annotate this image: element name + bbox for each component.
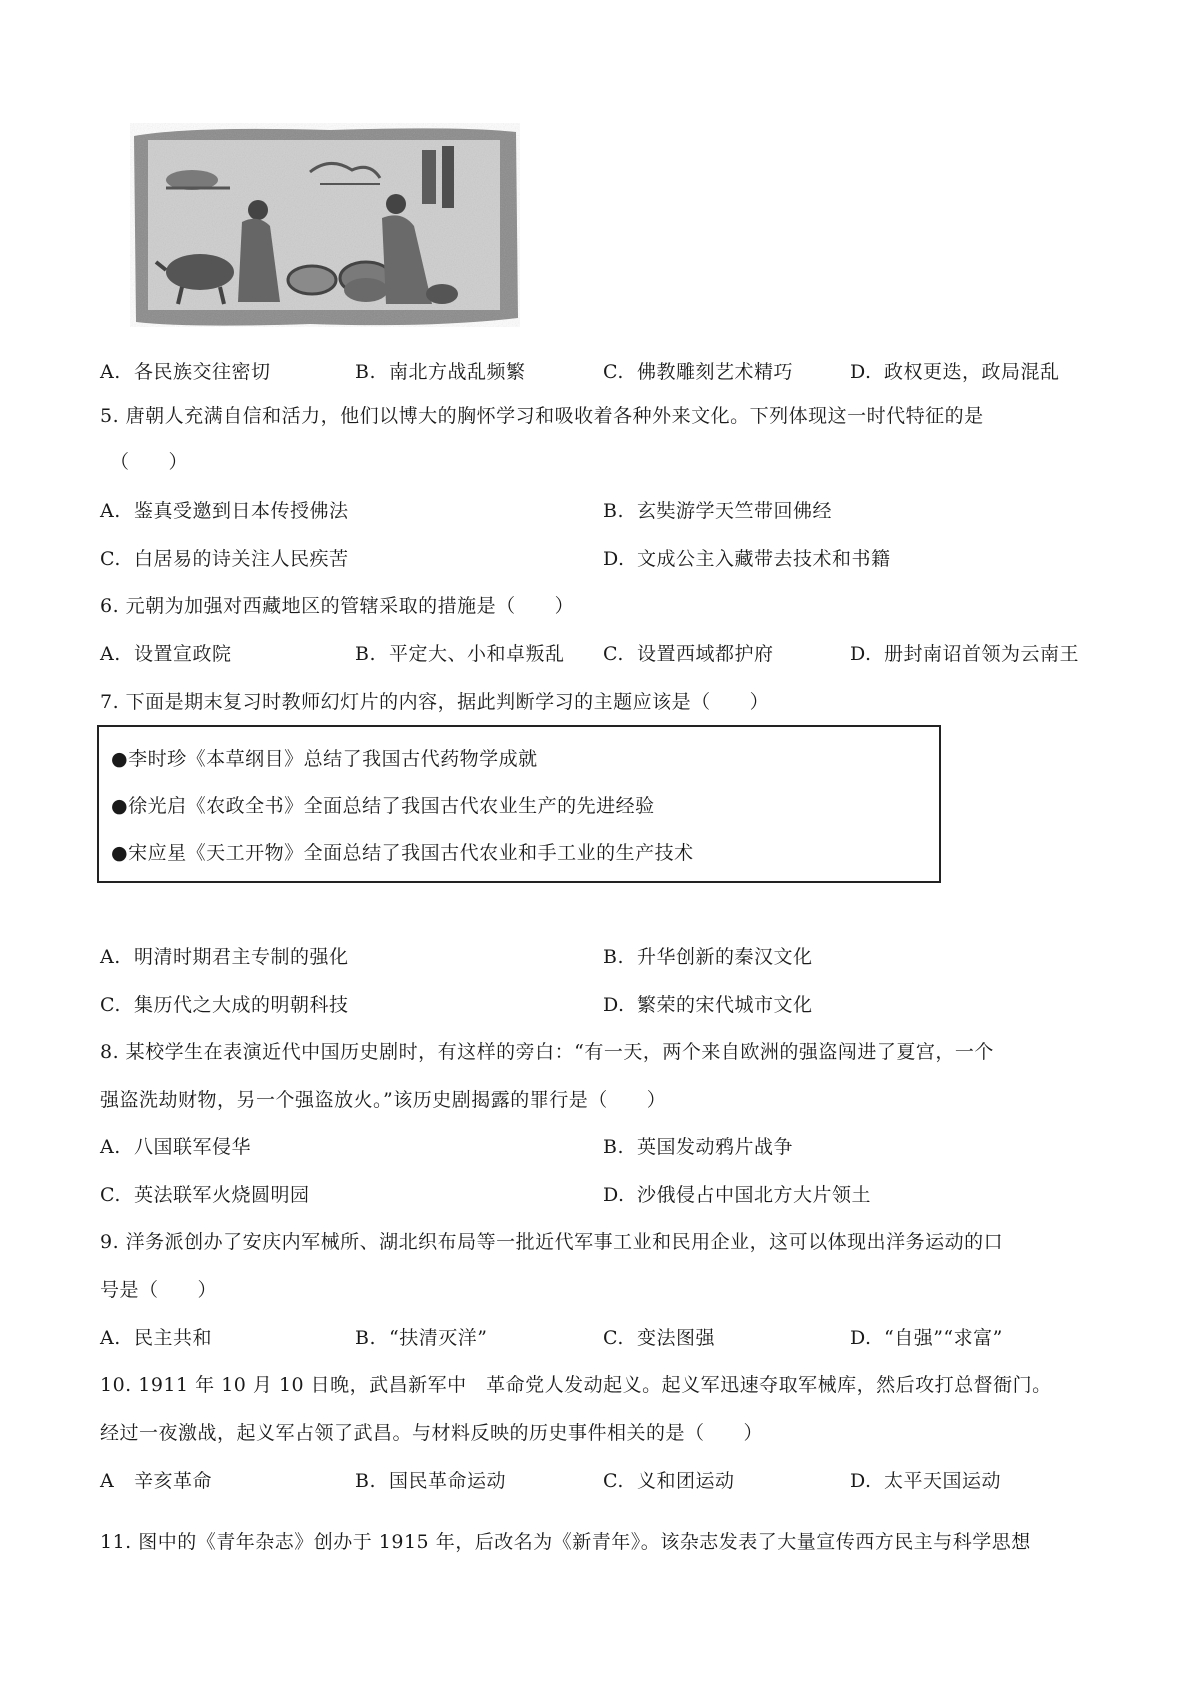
q10-stem-cont: 经过一夜激战，起义军占领了武昌。与材料反映的历史事件相关的是（ ） [100,1422,764,1444]
slide-bullet: ●李时珍《本草纲目》总结了我国古代药物学成就 [111,748,538,770]
q9-stem-cont: 号是（ ） [100,1279,218,1301]
q6-stem: 6. 元朝为加强对西藏地区的管辖采取的措施是（ ） [100,595,575,617]
slide-bullet: ●宋应星《天工开物》全面总结了我国古代农业和手工业的生产技术 [111,842,694,864]
q10-option-c: C. 义和团运动 [603,1470,735,1492]
q9-option-d: D. “自强”“求富” [850,1327,1003,1349]
q4-option-c: C. 佛教雕刻艺术精巧 [603,361,794,383]
q8-option-a: A. 八国联军侵华 [100,1136,252,1158]
q10-option-d: D. 太平天国运动 [850,1470,1002,1492]
q5-option-d: D. 文成公主入藏带去技术和书籍 [603,548,891,570]
q6-option-c: C. 设置西域都护府 [603,643,774,665]
q5-option-a: A. 鉴真受邀到日本传授佛法 [100,500,349,522]
q9-stem: 9. 洋务派创办了安庆内军械所、湖北织布局等一批近代军事工业和民用企业，这可以体现出洋务运动的口 [100,1231,1004,1253]
q4-option-a: A. 各民族交往密切 [100,361,271,383]
q5-option-c: C. 白居易的诗关注人民疾苦 [100,548,349,570]
q6-option-b: B. 平定大、小和卓叛乱 [355,643,565,665]
q7-option-b: B. 升华创新的秦汉文化 [603,946,813,968]
q11-stem: 11. 图中的《青年杂志》创办于 1915 年，后改名为《新青年》。该杂志发表了大量宣传西方民主与科学思想 [100,1531,1031,1553]
q8-stem-cont: 强盗洗劫财物，另一个强盗放火。”该历史剧揭露的罪行是（ ） [100,1089,667,1111]
q6-option-d: D. 册封南诏首领为云南王 [850,643,1080,665]
q4-option-b: B. 南北方战乱频繁 [355,361,526,383]
q8-option-d: D. 沙俄侵占中国北方大片领土 [603,1184,872,1206]
q7-option-c: C. 集历代之大成的明朝科技 [100,994,349,1016]
q8-option-b: B. 英国发动鸦片战争 [603,1136,794,1158]
q7-stem: 7. 下面是期末复习时教师幻灯片的内容，据此判断学习的主题应该是（ ） [100,691,770,713]
q10-option-a: A 辛亥革命 [100,1470,213,1492]
q9-option-a: A. 民主共和 [100,1327,213,1349]
q7-option-a: A. 明清时期君主专制的强化 [100,946,349,968]
q10-option-b: B. 国民革命运动 [355,1470,507,1492]
slide-bullet: ●徐光启《农政全书》全面总结了我国古代农业生产的先进经验 [111,795,655,817]
q7-option-d: D. 繁荣的宋代城市文化 [603,994,813,1016]
q5-stem: 5. 唐朝人充满自信和活力，他们以博大的胸怀学习和吸收着各种外来文化。下列体现这一时代特征的是 [100,405,984,427]
mural-image [130,122,520,332]
slide-content-box [97,725,941,883]
q5-stem-blank: （ ） [110,451,189,473]
q8-stem: 8. 某校学生在表演近代中国历史剧时，有这样的旁白：“有一天，两个来自欧洲的强盗闯进了夏宫，一个 [100,1041,994,1063]
q6-option-a: A. 设置宣政院 [100,643,232,665]
q4-option-d: D. 政权更迭，政局混乱 [850,361,1060,383]
q5-option-b: B. 玄奘游学天竺带回佛经 [603,500,833,522]
q10-stem: 10. 1911 年 10 月 10 日晚，武昌新军中 革命党人发动起义。起义军迅速夺取军械库，然后攻打总督衙门。 [100,1374,1052,1396]
q8-option-c: C. 英法联军火烧圆明园 [100,1184,310,1206]
q9-option-b: B. “扶清灭洋” [355,1327,488,1349]
q9-option-c: C. 变法图强 [603,1327,716,1349]
